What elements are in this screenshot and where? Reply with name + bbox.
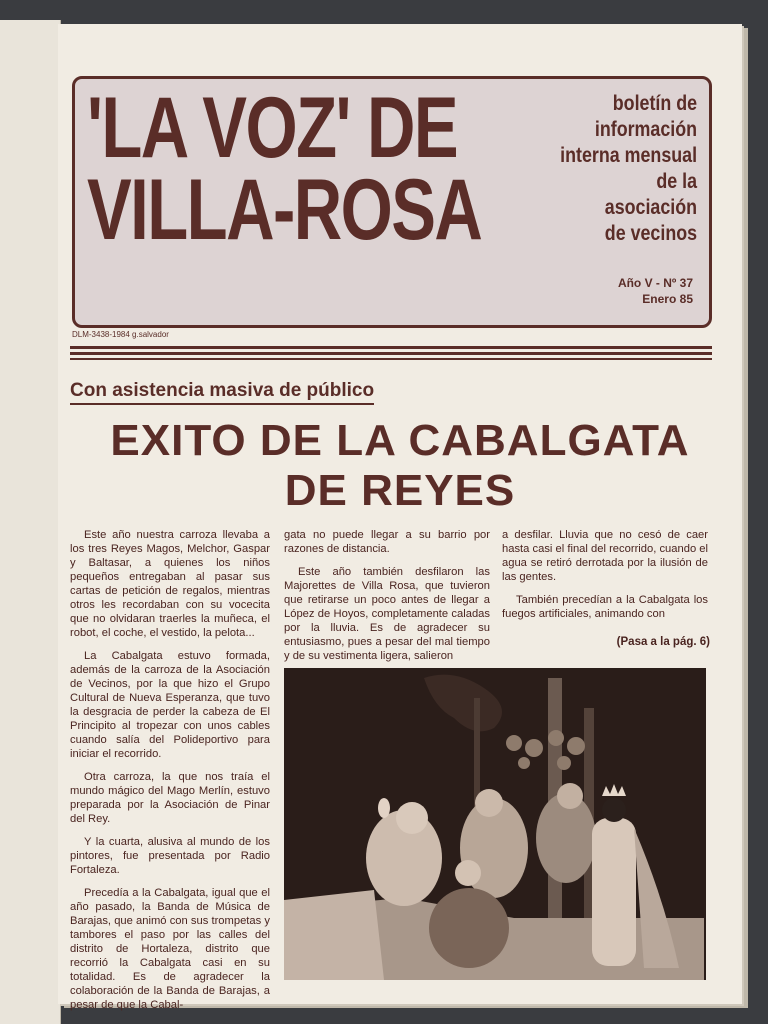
- newsletter-subtitle: boletín de información interna mensual de la asociación de vecinos: [560, 92, 697, 245]
- divider-rule: [70, 352, 712, 355]
- paragraph: Otra carroza, la que nos traía el mundo mágico del Mago Merlín, estuvo preparada por la Asociación de Pinar del Rey.: [70, 771, 270, 825]
- parade-photo: [284, 668, 706, 980]
- article-kicker: Con asistencia masiva de público: [70, 380, 374, 405]
- paragraph: gata no puede llegar a su barrio por razones de distancia.: [284, 529, 490, 555]
- issue-date: Enero 85: [642, 292, 693, 306]
- masthead: [72, 76, 712, 328]
- paragraph: Este año nuestra carroza llevaba a los tres Reyes Magos, Melchor, Gaspar y Baltasar, a quienes los niños pequeños entregaban al pasar sus cartas de petición de regalos, mientras otros les recordaban con su vocecita que no olvidaran traerles la muñeca, el robot, el coche, el vestido, la pelota...: [70, 529, 270, 639]
- divider-rule: [70, 358, 712, 360]
- article-column-3: [502, 528, 708, 630]
- article-column-1: [70, 528, 270, 1011]
- article-column-2: [284, 528, 490, 672]
- continued-notice: (Pasa a la pág. 6): [616, 636, 710, 648]
- newsletter-title: 'LA VOZ' DE VILLA-ROSA: [87, 80, 482, 258]
- divider-rule: [70, 346, 712, 349]
- legal-deposit: DLM-3438-1984 g.salvador: [72, 330, 169, 339]
- newsletter-page: [58, 24, 742, 1011]
- paragraph: La Cabalgata estuvo formada, además de la carroza de la Asociación de Vecinos, por la que hizo el Grupo Cultural de Nueva Esperanza, que tuvo la desgracia de perder la cabeza de El Principito al tropezar con unos cables cuando salía del Polideportivo para iniciar el recorrido.: [70, 650, 270, 760]
- paragraph: Este año también desfilaron las Majorettes de Villa Rosa, que tuvieron que retirarse un poco antes de llegar a López de Hoyos, completamente caladas por la lluvia. Es de agradecer su entusiasmo, pues a pesar del mal tiempo y de su vestimenta ligera, salieron: [284, 566, 490, 662]
- divider-rules: [70, 346, 712, 360]
- paragraph: Precedía a la Cabalgata, igual que el año pasado, la Banda de Música de Barajas, que animó con sus trompetas y tambores el paso por las calles del distrito de Hortaleza, distrito que recorrió la Cabalgata casi en su totalidad. Es de agradecer la colaboración de la Banda de Barajas, a pesar de que la Cabal-: [70, 887, 270, 1011]
- parade-photo-illustration: [284, 668, 706, 980]
- issue-number: Año V - Nº 37: [617, 276, 693, 290]
- issue-info: [618, 275, 693, 307]
- paragraph: a desfilar. Lluvia que no cesó de caer hasta casi el final del recorrido, cuando el agua se retiró derrotada por la ilusión de las gentes.: [502, 529, 708, 583]
- paragraph: También precedían a la Cabalgata los fuegos artificiales, animando con: [502, 594, 708, 620]
- paragraph: Y la cuarta, alusiva al mundo de los pintores, fue presentada por Radio Fortaleza.: [70, 836, 270, 876]
- article-headline: EXITO DE LA CABALGATA DE REYES: [110, 416, 690, 515]
- facing-page-edge: [0, 20, 61, 1024]
